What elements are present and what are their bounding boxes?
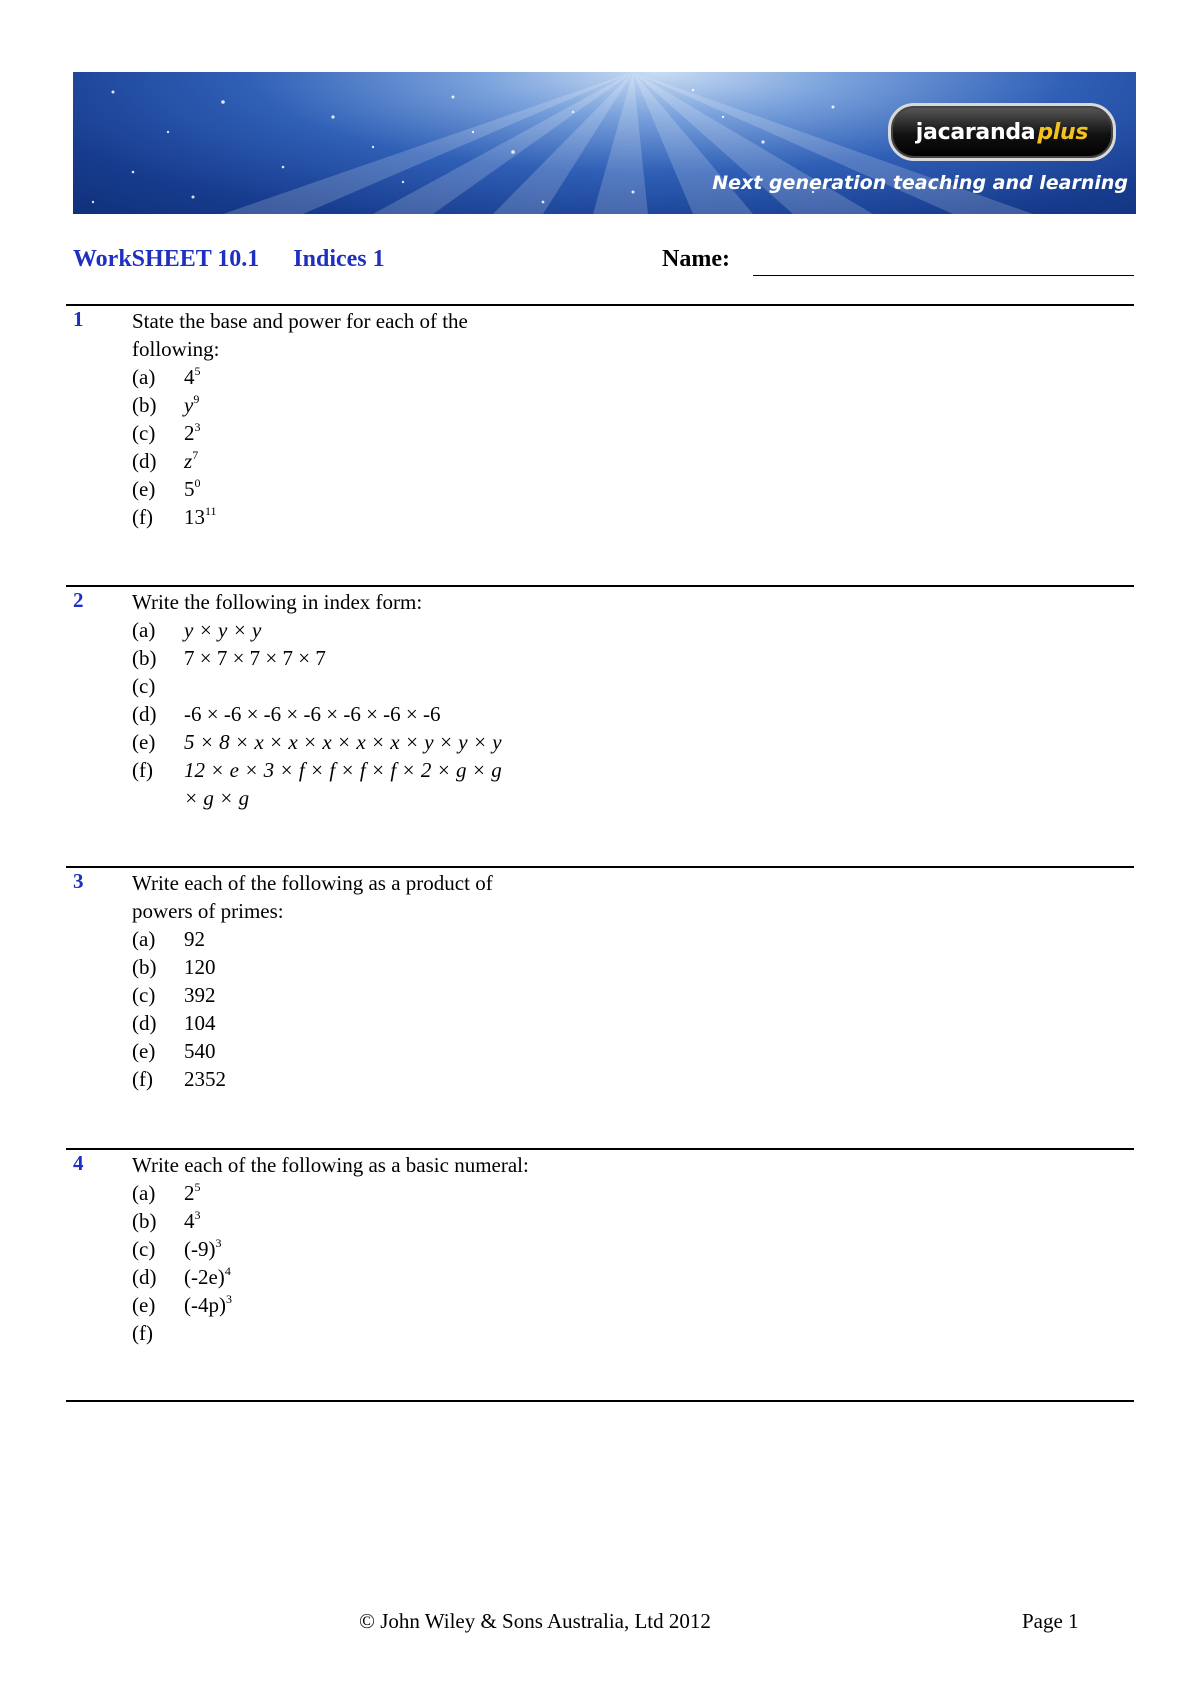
question-part: (e) 540 bbox=[132, 1039, 216, 1063]
part-label: (a) bbox=[132, 365, 156, 389]
part-label: (b) bbox=[132, 955, 157, 979]
question-4 bbox=[132, 1151, 652, 1347]
question-prompt: Write the following in index form: bbox=[132, 590, 423, 614]
part-label: (d) bbox=[132, 702, 157, 726]
part-label: (b) bbox=[132, 646, 157, 670]
name-field-line[interactable] bbox=[753, 275, 1134, 276]
worksheet-number: WorkSHEET 10.1 bbox=[73, 246, 260, 272]
part-label: (f) bbox=[132, 1067, 153, 1091]
question-part: (d) $(-2e)^4$ bbox=[132, 1264, 231, 1289]
worksheet-title bbox=[73, 246, 385, 273]
footer-copyright: © John Wiley & Sons Australia, Ltd 2012 bbox=[359, 1609, 711, 1633]
question-part: (b) $4^3$ bbox=[132, 1208, 201, 1233]
question-1 bbox=[132, 307, 652, 531]
question-number: 1 bbox=[73, 307, 84, 331]
part-label: (b) bbox=[132, 393, 157, 417]
part-label: (c) bbox=[132, 421, 156, 445]
question-2 bbox=[132, 588, 652, 812]
question-part: (e) $5^0$ bbox=[132, 476, 201, 501]
part-label: (f) bbox=[132, 758, 153, 782]
question-part: (b) $y^9$ bbox=[132, 392, 200, 417]
jacaranda-plus-logo: jacaranda plus bbox=[888, 103, 1116, 161]
question-part: (a) $2^5$ bbox=[132, 1180, 201, 1205]
question-part: (f) 2352 bbox=[132, 1067, 226, 1091]
part-label: (b) bbox=[132, 1209, 157, 1233]
question-part: (b) 7 × 7 × 7 × 7 × 7 bbox=[132, 646, 326, 670]
part-label: (a) bbox=[132, 1181, 156, 1205]
question-part: (d) $z^7$ bbox=[132, 448, 199, 473]
divider-rule bbox=[66, 585, 1134, 587]
question-3 bbox=[132, 869, 652, 1093]
question-part: (c) $(-9)^3$ bbox=[132, 1236, 222, 1261]
question-number: 3 bbox=[73, 869, 84, 893]
question-part-continuation: × g × g bbox=[184, 786, 250, 810]
question-part: (c) $2^3$ bbox=[132, 420, 201, 445]
question-prompt: State the base and power for each of the bbox=[132, 309, 468, 333]
question-prompt: powers of primes: bbox=[132, 899, 284, 923]
banner-tagline: Next generation teaching and learning bbox=[712, 172, 1128, 194]
divider-rule bbox=[66, 1400, 1134, 1402]
divider-rule bbox=[66, 304, 1134, 306]
worksheet-topic: Indices 1 bbox=[293, 246, 385, 272]
question-part: (a) 92 bbox=[132, 927, 205, 951]
question-part: (d) 104 bbox=[132, 1011, 216, 1035]
part-label: (c) bbox=[132, 1237, 156, 1261]
part-label: (d) bbox=[132, 1265, 157, 1289]
question-prompt: Write each of the following as a product of bbox=[132, 871, 493, 895]
divider-rule bbox=[66, 866, 1134, 868]
question-part: (e) $(-4p)^3$ bbox=[132, 1292, 232, 1317]
part-label: (f) bbox=[132, 505, 153, 529]
question-part: (f) 12 × e × 3 × f × f × f × f × 2 × g × g bbox=[132, 758, 502, 782]
part-label: (a) bbox=[132, 927, 156, 951]
header-banner bbox=[73, 72, 1136, 214]
part-label: (e) bbox=[132, 1293, 156, 1317]
question-part: (b) 120 bbox=[132, 955, 216, 979]
part-label: (f) bbox=[132, 1321, 153, 1345]
question-number: 4 bbox=[73, 1151, 84, 1175]
footer-page-number: Page 1 bbox=[1022, 1609, 1079, 1633]
question-part: (a) y × y × y bbox=[132, 618, 262, 642]
question-part: (f) $13^{11}$ bbox=[132, 504, 217, 529]
question-prompt: following: bbox=[132, 337, 220, 361]
name-label: Name: bbox=[662, 246, 730, 272]
part-label: (c) bbox=[132, 674, 156, 698]
part-label: (e) bbox=[132, 477, 156, 501]
question-part: (e) 5 × 8 × x × x × x × x × x × y × y × y bbox=[132, 730, 502, 754]
part-label: (c) bbox=[132, 983, 156, 1007]
question-part bbox=[132, 1319, 652, 1347]
question-number: 2 bbox=[73, 588, 84, 612]
question-part: (c) 392 bbox=[132, 983, 216, 1007]
question-prompt: Write each of the following as a basic numeral: bbox=[132, 1153, 529, 1177]
question-part bbox=[132, 672, 652, 700]
question-part: (d) -6 × -6 × -6 × -6 × -6 × -6 × -6 bbox=[132, 702, 441, 726]
part-label: (d) bbox=[132, 1011, 157, 1035]
question-part: (a) $4^5$ bbox=[132, 364, 201, 389]
part-label: (a) bbox=[132, 618, 156, 642]
part-label: (e) bbox=[132, 730, 156, 754]
part-label: (d) bbox=[132, 449, 157, 473]
part-label: (e) bbox=[132, 1039, 156, 1063]
divider-rule bbox=[66, 1148, 1134, 1150]
